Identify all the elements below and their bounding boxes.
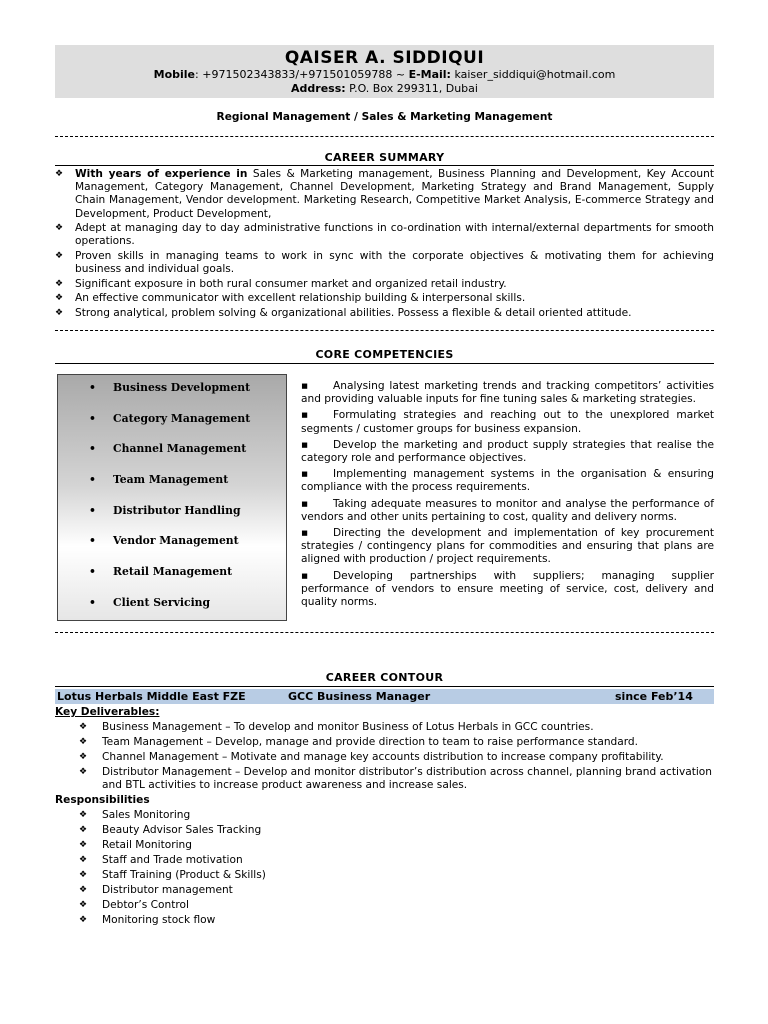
diamond-bullet-icon: ❖ <box>55 293 64 304</box>
career-summary-list <box>55 168 714 322</box>
square-bullet-icon: ▪ <box>301 497 309 510</box>
bullet-icon: • <box>89 565 96 579</box>
competency-detail: ▪ Implementing management systems in the organisation & ensuring compliance with the process requirements. <box>301 468 714 494</box>
company-name: Lotus Herbals Middle East FZE <box>57 690 246 703</box>
diamond-bullet-icon: ❖ <box>79 722 88 732</box>
section-rule <box>55 686 714 687</box>
email-value: kaiser_siddiqui@hotmail.com <box>450 68 616 81</box>
square-bullet-icon: ▪ <box>301 468 309 481</box>
bullet-icon: • <box>89 442 96 456</box>
diamond-bullet-icon: ❖ <box>79 810 88 820</box>
summary-lead-rest: Sales & Marketing management, Business Planning and Development, Key Account Management, Category Management, Channel Development, Marketing Strategy and Brand Management, Supply Chain Management, Vendor development. Marketing Research, Competitive Market Analysis, E-commerce Strategy and Development, Product Development, <box>75 168 714 220</box>
summary-lead: With years of experience in <box>75 168 248 180</box>
skill-list <box>58 381 286 627</box>
responsibility-item: ❖ Monitoring stock flow <box>79 914 216 926</box>
competency-detail: ▪ Directing the development and implementation of key procurement strategies / contingency plans for commodities and ensuring that plans are aligned with production / project requirements. <box>301 527 714 566</box>
competency-detail: ▪ Analysing latest marketing trends and tracking competitors’ activities and providing valuable inputs for fine tuning sales & marketing strategies. <box>301 380 714 406</box>
address-label: Address: <box>291 82 346 95</box>
deliverables-list <box>55 721 714 794</box>
square-bullet-icon: ▪ <box>301 409 309 422</box>
diamond-bullet-icon: ❖ <box>79 737 88 747</box>
responsibility-item: ❖ Staff Training (Product & Skills) <box>79 869 266 881</box>
skill-item: • Distributor Handling <box>89 503 241 517</box>
square-bullet-icon: ▪ <box>301 569 309 582</box>
competency-detail: ▪ Taking adequate measures to monitor and analyse the performance of vendors and other units pertaining to cost, quality and delivery norms. <box>301 497 714 523</box>
deliverable-item: ❖ Distributor Management – Develop and monitor distributor’s distribution across channel, planning brand activation and BTL activities to increase product awareness and increase sales. <box>79 766 713 792</box>
summary-text: Proven skills in managing teams to work in sync with the corporate objectives & motivating them for achieving business and individual goals. <box>75 250 714 276</box>
square-bullet-icon: ▪ <box>301 527 309 540</box>
skill-item: • Channel Management <box>89 442 247 456</box>
candidate-name: QAISER A. SIDDIQUI <box>284 48 485 68</box>
diamond-bullet-icon: ❖ <box>79 825 88 835</box>
summary-item <box>55 278 714 291</box>
diamond-bullet-icon: ❖ <box>55 251 64 261</box>
skill-item: • Vendor Management <box>89 534 239 548</box>
bullet-icon: • <box>89 503 96 517</box>
diamond-bullet-icon: ❖ <box>55 169 64 179</box>
mobile-label: Mobile <box>153 68 196 81</box>
responsibility-item: ❖ Beauty Advisor Sales Tracking <box>79 824 262 836</box>
responsibility-item: ❖ Debtor’s Control <box>79 899 189 911</box>
career-contour-title: CAREER CONTOUR <box>325 671 444 684</box>
job-role: GCC Business Manager <box>288 690 431 703</box>
skill-item: • Retail Management <box>89 565 233 579</box>
competency-detail: ▪ Developing partnerships with suppliers; managing supplier performance of vendors to ensure meeting of service, cost, delivery and quality norms. <box>301 569 714 609</box>
skill-item: • Client Servicing <box>89 595 211 609</box>
competency-detail: ▪ Formulating strategies and reaching out to the unexplored market segments / customer groups for business expansion. <box>301 409 714 435</box>
diamond-bullet-icon: ❖ <box>79 840 88 850</box>
diamond-bullet-icon: ❖ <box>79 752 88 762</box>
diamond-bullet-icon: ❖ <box>79 870 88 880</box>
core-competencies-title: CORE COMPETENCIES <box>315 348 454 361</box>
summary-text: Adept at managing day to day administrative functions in co-ordination with internal/external departments for smooth operations. <box>75 222 714 248</box>
bullet-icon: • <box>89 473 96 487</box>
key-deliverables-label: Key Deliverables: <box>55 706 160 718</box>
dashed-divider <box>55 330 714 331</box>
summary-text: Significant exposure in both rural consumer market and organized retail industry. <box>75 277 507 290</box>
bullet-icon: • <box>89 381 96 394</box>
responsibilities-label: Responsibilities <box>55 794 150 806</box>
summary-item <box>55 307 714 320</box>
address-line <box>55 82 714 96</box>
diamond-bullet-icon: ❖ <box>79 900 88 910</box>
skill-item: • Business Development <box>89 381 251 394</box>
bullet-icon: • <box>89 534 96 548</box>
summary-item <box>55 292 714 305</box>
bullet-icon: • <box>89 595 96 609</box>
deliverable-item: ❖ Channel Management – Motivate and manage key accounts distribution to increase company profitability. <box>79 751 664 763</box>
deliverable-item: ❖ Business Management – To develop and monitor Business of Lotus Herbals in GCC countries. <box>79 721 594 733</box>
skill-item: • Category Management <box>89 411 251 425</box>
section-rule <box>55 165 714 166</box>
summary-text: Strong analytical, problem solving & organizational abilities. Possess a flexible & detail oriented attitude. <box>75 306 632 319</box>
section-rule <box>55 363 714 364</box>
responsibility-item: ❖ Distributor management <box>79 884 233 896</box>
email-label: E-Mail: <box>408 68 451 81</box>
square-bullet-icon: ▪ <box>301 438 309 451</box>
competency-skill-box <box>57 374 287 621</box>
diamond-bullet-icon: ❖ <box>79 855 88 865</box>
contact-line <box>55 68 714 82</box>
job-header-bar <box>55 689 714 704</box>
resume-header <box>55 45 714 98</box>
diamond-bullet-icon: ❖ <box>79 767 88 777</box>
dashed-divider <box>55 632 714 633</box>
responsibility-item: ❖ Retail Monitoring <box>79 839 192 851</box>
diamond-bullet-icon: ❖ <box>79 885 88 895</box>
address-value: P.O. Box 299311, Dubai <box>345 82 478 95</box>
responsibility-item: ❖ Sales Monitoring <box>79 809 191 821</box>
diamond-bullet-icon: ❖ <box>55 278 64 289</box>
summary-item <box>55 168 714 221</box>
competency-detail-list <box>301 380 714 612</box>
diamond-bullet-icon: ❖ <box>55 223 64 234</box>
deliverable-item: ❖ Team Management – Develop, manage and provide direction to team to raise performance standard. <box>79 736 639 748</box>
diamond-bullet-icon: ❖ <box>55 307 64 318</box>
career-summary-title: CAREER SUMMARY <box>324 151 445 164</box>
summary-item <box>55 250 714 276</box>
diamond-bullet-icon: ❖ <box>79 915 88 925</box>
bullet-icon: • <box>89 411 96 425</box>
square-bullet-icon: ▪ <box>301 380 309 392</box>
professional-tagline: Regional Management / Sales & Marketing Management <box>216 111 553 123</box>
competency-detail: ▪ Develop the marketing and product supply strategies that realise the category role and performance objectives. <box>301 438 714 465</box>
skill-item: • Team Management <box>89 473 229 487</box>
mobile-value: : +971502343833/+971501059788 ~ <box>195 68 409 81</box>
summary-text: An effective communicator with excellent relationship building & interpersonal skills. <box>75 292 526 305</box>
responsibilities-list <box>55 809 714 929</box>
summary-item <box>55 222 714 248</box>
job-since: since Feb’14 <box>615 690 693 703</box>
dashed-divider <box>55 136 714 137</box>
responsibility-item: ❖ Staff and Trade motivation <box>79 854 243 866</box>
